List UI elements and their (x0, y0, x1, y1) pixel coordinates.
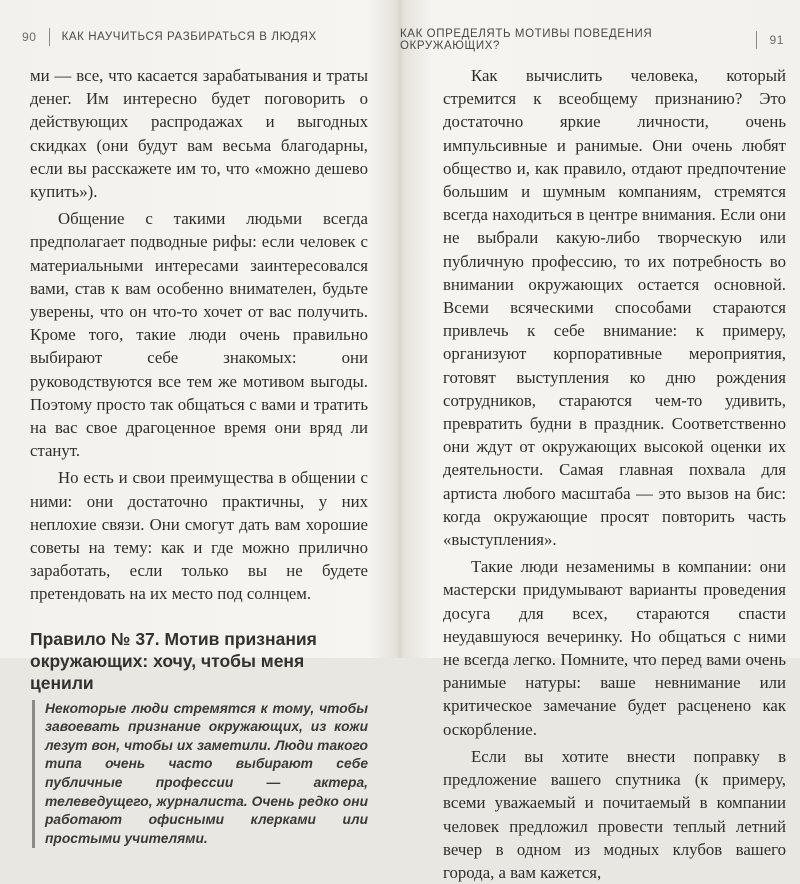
right-running-header (400, 28, 784, 52)
right-page-number: 91 (769, 33, 784, 47)
left-page-body (30, 64, 368, 848)
paragraph: Но есть и свои преимущества в общении с ними: они достаточно практичны, у них неплохие связи. Они смогут дать вам хорошие советы на тему: как и где можно прилично заработать, если только вы не будете претендовать на их место под солнцем. (30, 468, 368, 604)
right-running-head: КАК ОПРЕДЕЛЯТЬ МОТИВЫ ПОВЕДЕНИЯ ОКРУЖАЮЩИХ? (400, 28, 653, 52)
paragraph: Общение с такими людьми всегда предполагает подводные рифы: если человек с материальными интересами заинтересовался вами, став к вам особенно внимателен, будьте уверены, что он что-то хочет от вас получить. Кроме того, такие люди очень правильно выбирают себе знакомых: они руководствуются все тем же мотивом выгоды. Поэтому просто так общаться с вами и тратить на вас свое драгоценное время они вряд ли станут. (30, 209, 368, 461)
rule-heading: Правило № 37. Мотив признания окружающих: хочу, чтобы меня ценили (30, 628, 317, 693)
header-divider (49, 28, 50, 46)
paragraph: Такие люди незаменимы в компании: они мастерски придумывают варианты проведения досуга для всех, стараются спасти неудавшуюся вечеринку. Но общаться с ними не всегда легко. Помните, что перед вами очень ранимые натуры: ваше невнимание или критическое замечание будет расценено как оскорбление. (443, 557, 786, 739)
highlighted-note: Некоторые люди стремятся к тому, чтобы завоевать признание окружающих, из кожи лезут вон, чтобы их заметили. Люди такого типа очень часто выбирают себе публичные профессии — актера, телеведущего, журналиста. Очень редко они работают офисными клерками или простыми учителями. (32, 700, 368, 849)
left-page-number: 90 (22, 30, 37, 44)
right-page-body (443, 64, 786, 884)
header-divider (756, 31, 757, 49)
paragraph: ми — все, что касается зарабатывания и траты денег. Им интересно будет поговорить о действующих распродажах и выгодных скидках (они будут вам весьма благодарны, если вы расскажете им то, что «можно дешево купить»). (30, 66, 368, 202)
paragraph: Если вы хотите внести поправку в предложение вашего спутника (к примеру, всеми уважаемый и почитаемый в компании человек предложил провести теплый летний вечер в одном из модных клубов вашего города, а вам кажется, (443, 746, 786, 882)
left-page (0, 0, 400, 846)
paragraph: Как вычислить человека, который стремится к всеобщему признанию? Это достаточно яркие личности, очень импульсивные и ранимые. Они очень любят общество и, как правило, отдают предпочтение большим и шумным компаниям, стремятся всегда находиться в центре внимания. Если они не выбрали какую-либо творческую или публичную профессию, то их потребность во внимании окружающих остается основной. Всеми всяческими способами стараются привлечь к себе внимание: к примеру, организуют корпоративные мероприятия, готовят выступления ко дню рождения сотрудников, стараются чем-то удивить, превратить будни в праздник. Соответственно они ждут от окружающих высокой оценки их деятельности. Самая главная похвала для артиста любого масштаба — это вызов на бис: когда окружающие просят повторить часть «выступления». (443, 66, 786, 550)
right-page (400, 0, 800, 882)
left-running-head: КАК НАУЧИТЬСЯ РАЗБИРАТЬСЯ В ЛЮДЯХ (61, 31, 317, 43)
left-running-header (22, 28, 317, 46)
